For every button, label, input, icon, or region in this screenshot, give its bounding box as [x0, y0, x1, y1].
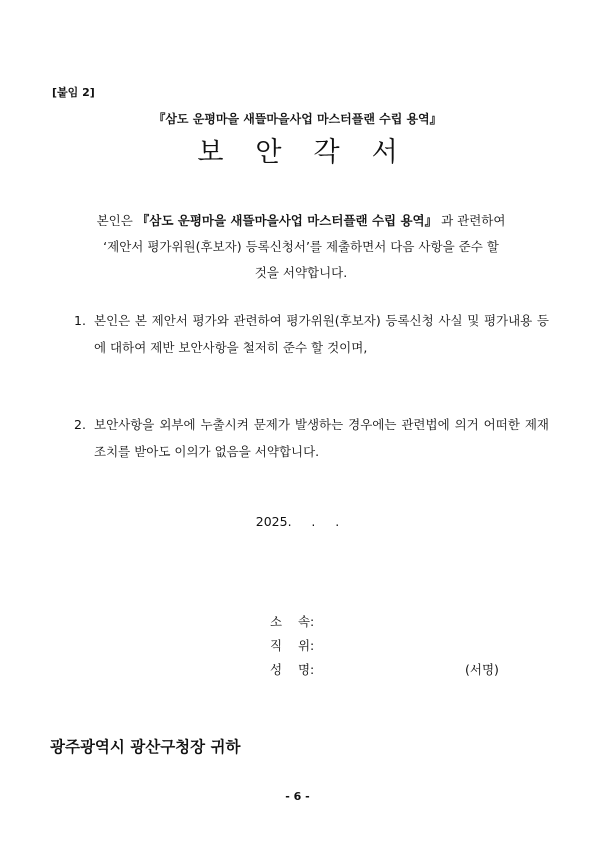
intro-prefix: 본인은: [96, 213, 137, 228]
intro-line-1: [55, 208, 547, 234]
intro-line1-suffix: 과 관련하여: [437, 213, 506, 228]
name-label: 성 명:: [270, 662, 315, 677]
intro-project-name: 『삼도 운평마을 새뜰마을사업 마스터플랜 수립 용역』: [136, 213, 438, 228]
intro-line-3: 것을 서약합니다.: [254, 265, 348, 280]
intro-line-2: ‘제안서 평가위원(후보자) 등록신청서’를 제출하면서 다음 사항을 준수 할: [103, 239, 499, 254]
name-field: [270, 660, 326, 678]
project-title: 『삼도 운평마을 새뜰마을사업 마스터플랜 수립 용역』: [153, 112, 442, 126]
item-number: 2.: [74, 417, 86, 432]
item-text: 보안사항을 외부에 누출시켜 문제가 발생하는 경우에는 관련법에 의거 어떠한 제재조치를 받아도 이의가 없음을 서약합니다.: [94, 417, 549, 459]
pledge-item-2: [74, 411, 549, 465]
title-char: 안: [255, 137, 282, 168]
affiliation-label: 소 속:: [270, 614, 315, 629]
document-title: [0, 130, 595, 169]
signature-mark: (서명): [465, 662, 499, 677]
intro-paragraph: [55, 208, 547, 286]
page-number: - 6 -: [285, 790, 310, 803]
position-label: 직 위:: [270, 638, 315, 653]
date-line: 2025. . .: [255, 514, 340, 529]
item-text: 본인은 본 제안서 평가와 관련하여 평가위원(후보자) 등록신청 사실 및 평가내용 등에 대하여 제반 보안사항을 철저히 준수 할 것이며,: [94, 313, 549, 355]
title-char: 각: [313, 137, 340, 168]
position-field: [270, 636, 326, 654]
pledge-item-1: [74, 307, 549, 361]
item-number: 1.: [74, 313, 86, 328]
affiliation-field: [270, 612, 326, 630]
addressee: 광주광역시 광산구청장 귀하: [50, 738, 241, 756]
title-char: 서: [371, 137, 398, 168]
attachment-label: [붙임 2]: [52, 86, 95, 99]
title-char: 보: [197, 137, 224, 168]
